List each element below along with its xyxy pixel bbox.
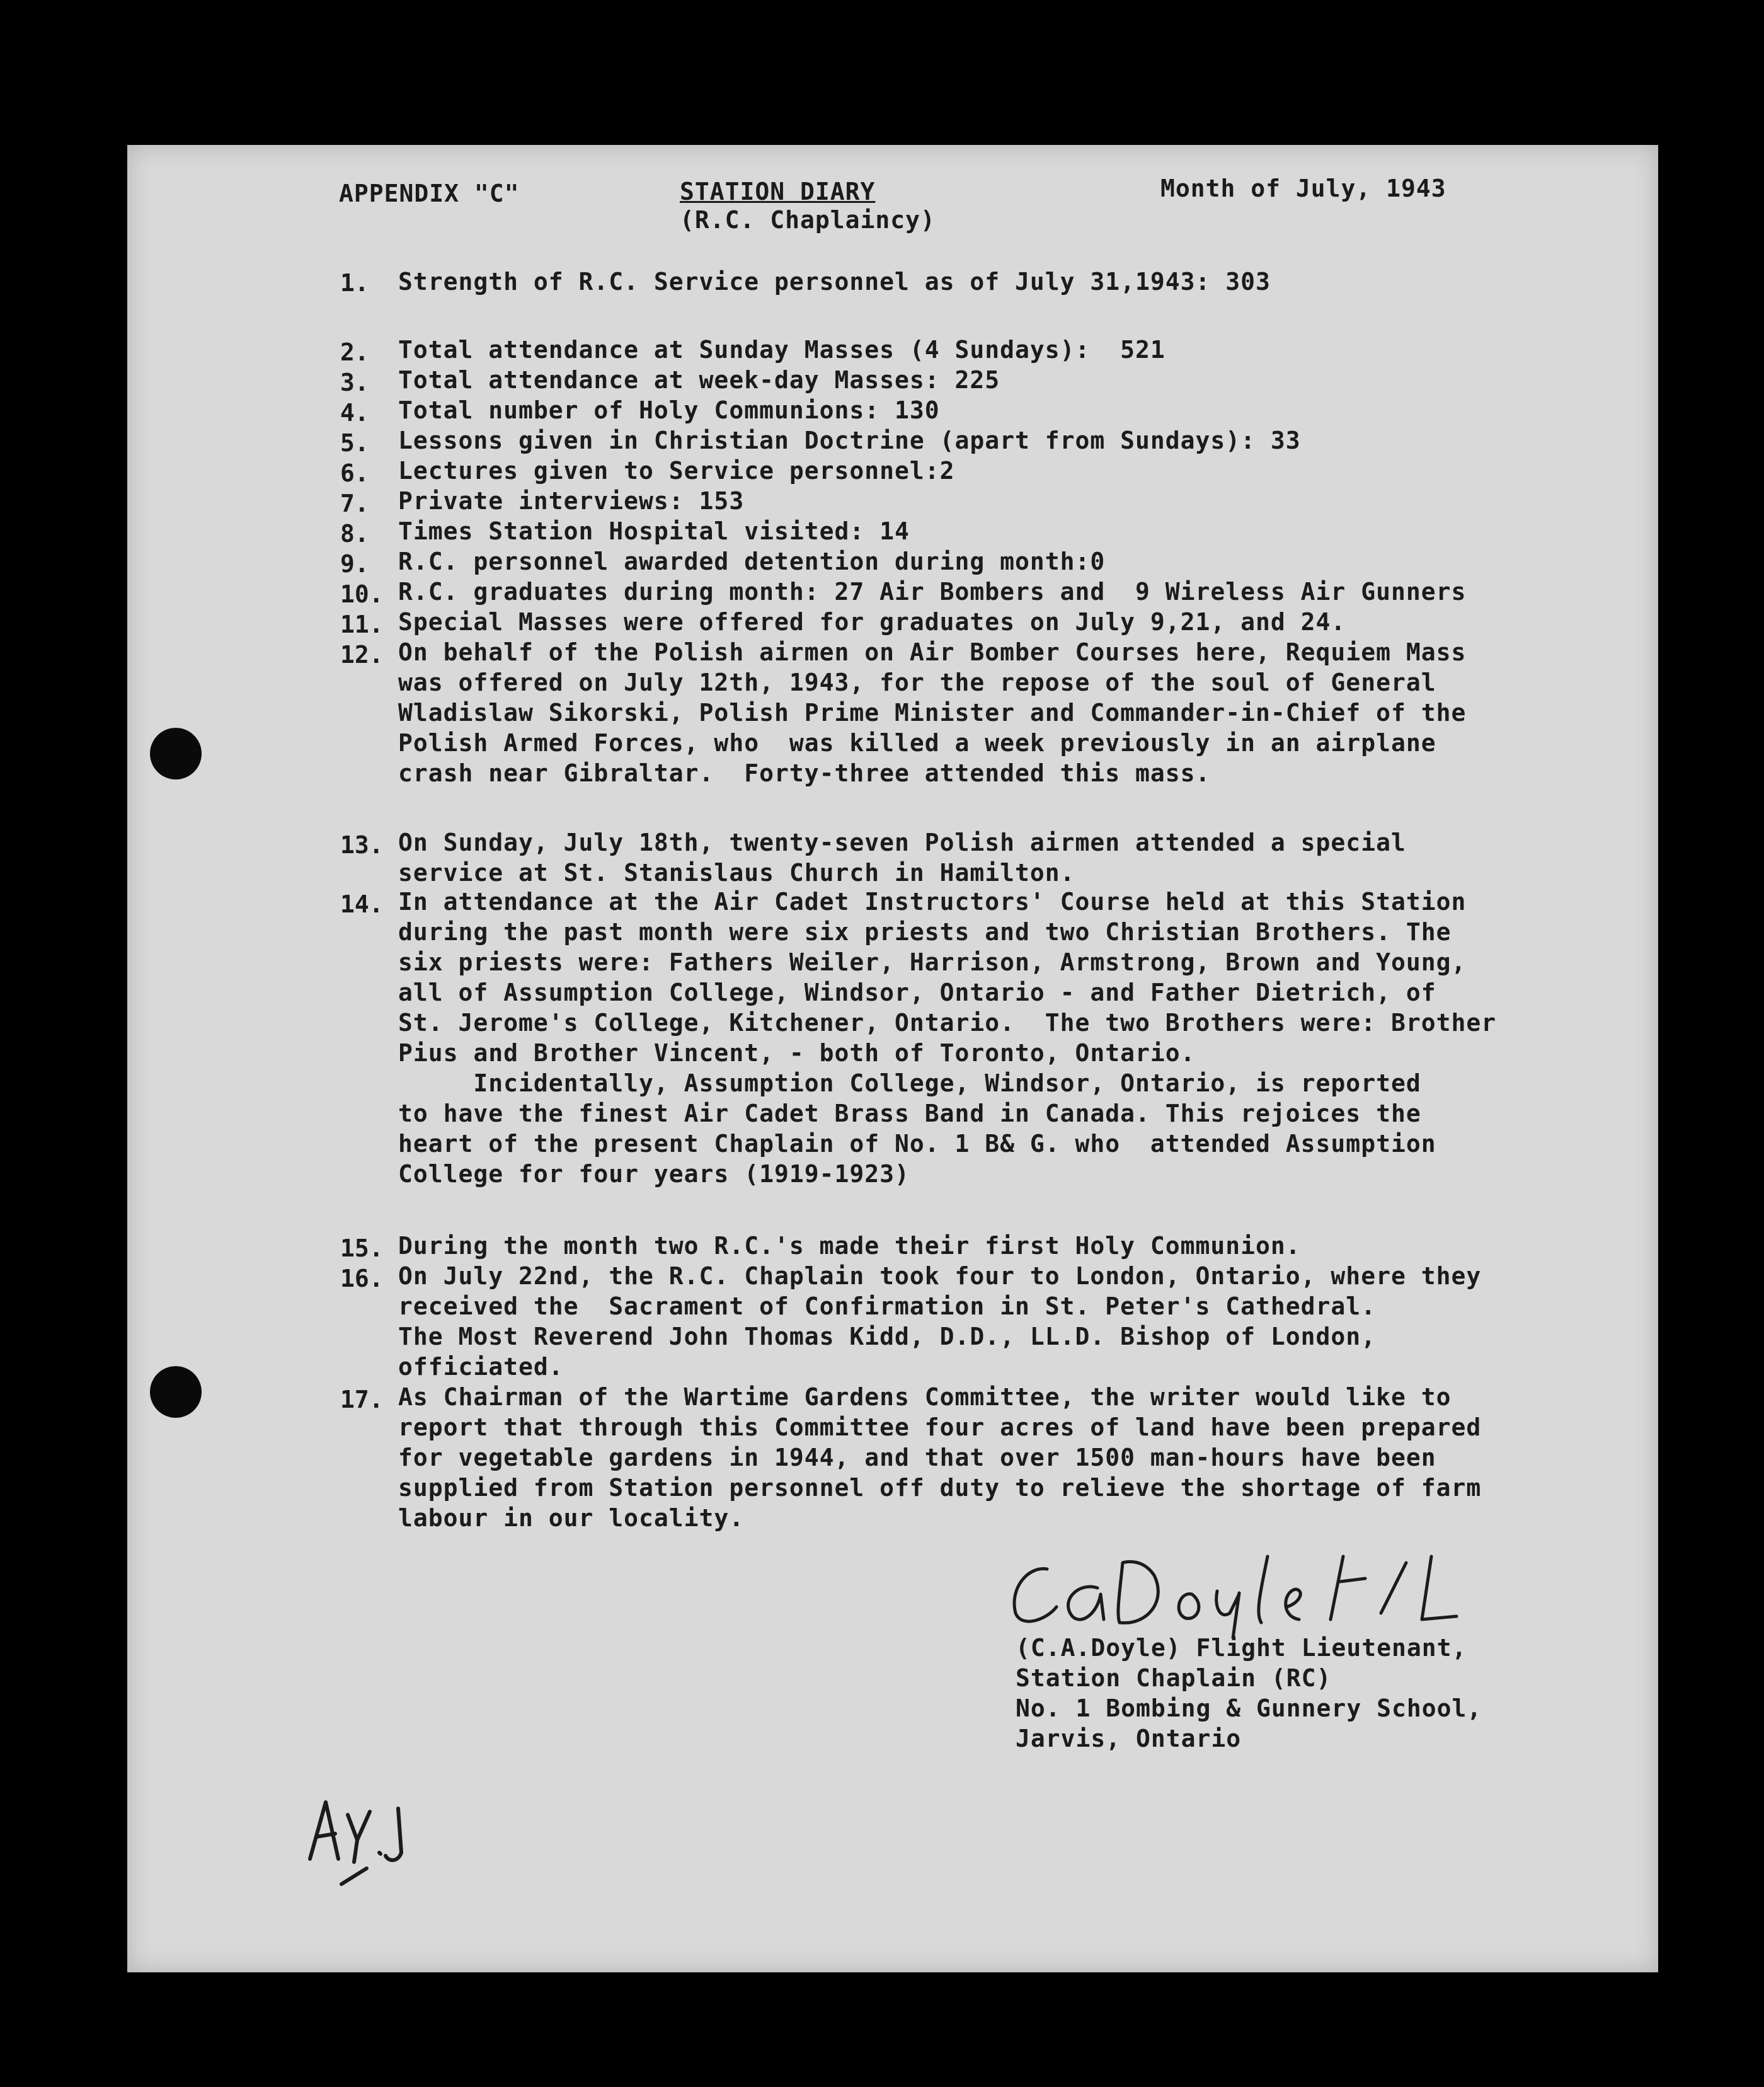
- item-number: 3.: [340, 369, 369, 396]
- item-number: 8.: [340, 520, 369, 548]
- handwritten-signature: [1003, 1544, 1482, 1638]
- item-line: officiated.: [398, 1353, 564, 1381]
- item-line: Polish Armed Forces, who was killed a week previously in an airplane: [398, 729, 1436, 757]
- item-line: Private interviews: 153: [398, 487, 745, 515]
- item-number: 14.: [340, 890, 384, 918]
- month-label: Month of July, 1943: [1160, 175, 1446, 202]
- item-number: 11.: [340, 611, 384, 638]
- item-line: service at St. Stanislaus Church in Hamilton.: [398, 859, 1075, 887]
- item-line: In attendance at the Air Cadet Instructors' Course held at this Station: [398, 888, 1467, 916]
- item-number: 7.: [340, 490, 369, 517]
- item-number: 12.: [340, 641, 384, 669]
- item-line: six priests were: Fathers Weiler, Harrison, Armstrong, Brown and Young,: [398, 948, 1467, 976]
- item-line: During the month two R.C.'s made their first Holy Communion.: [398, 1232, 1301, 1260]
- item-number: 9.: [340, 550, 369, 578]
- item-line: On July 22nd, the R.C. Chaplain took four to London, Ontario, where they: [398, 1262, 1482, 1290]
- item-line: Pius and Brother Vincent, - both of Toronto, Ontario.: [398, 1039, 1196, 1067]
- signature-line: (C.A.Doyle) Flight Lieutenant,: [1016, 1634, 1467, 1662]
- item-line: received the Sacrament of Confirmation in St. Peter's Cathedral.: [398, 1292, 1377, 1320]
- item-line: Times Station Hospital visited: 14: [398, 517, 910, 545]
- item-number: 6.: [340, 459, 369, 487]
- item-line: On behalf of the Polish airmen on Air Bomber Courses here, Requiem Mass: [398, 638, 1467, 666]
- item-number: 13.: [340, 831, 384, 859]
- item-number: 5.: [340, 429, 369, 457]
- item-line: Total number of Holy Communions: 130: [398, 396, 940, 424]
- item-line: As Chairman of the Wartime Gardens Committee, the writer would like to: [398, 1383, 1452, 1411]
- item-line: Wladislaw Sikorski, Polish Prime Minister and Commander-in-Chief of the: [398, 699, 1467, 727]
- item-line: Incidentally, Assumption College, Windsor, Ontario, is reported: [398, 1069, 1421, 1097]
- item-line: Special Masses were offered for graduates on July 9,21, and 24.: [398, 608, 1346, 636]
- page-title: STATION DIARY: [680, 178, 876, 205]
- signature-line: Station Chaplain (RC): [1016, 1664, 1332, 1692]
- item-line: Lessons given in Christian Doctrine (apart from Sundays): 33: [398, 427, 1301, 454]
- item-line: Total attendance at Sunday Masses (4 Sundays): 521: [398, 336, 1166, 364]
- item-line: Total attendance at week-day Masses: 225: [398, 366, 1000, 394]
- item-number: 15.: [340, 1234, 384, 1262]
- item-line: Lectures given to Service personnel:2: [398, 457, 955, 485]
- item-number: 17.: [340, 1386, 384, 1413]
- punch-hole: [150, 728, 202, 779]
- item-number: 10.: [340, 580, 384, 608]
- item-line: College for four years (1919-1923): [398, 1160, 910, 1188]
- signature-line: No. 1 Bombing & Gunnery School,: [1016, 1694, 1482, 1722]
- item-line: R.C. graduates during month: 27 Air Bombers and 9 Wireless Air Gunners: [398, 578, 1467, 606]
- item-line: The Most Reverend John Thomas Kidd, D.D., LL.D. Bishop of London,: [398, 1323, 1377, 1350]
- punch-hole: [150, 1366, 202, 1418]
- handwritten-initials: [297, 1783, 417, 1890]
- item-line: On Sunday, July 18th, twenty-seven Polish airmen attended a special: [398, 829, 1406, 856]
- item-line: during the past month were six priests and two Christian Brothers. The: [398, 918, 1452, 946]
- item-line: was offered on July 12th, 1943, for the repose of the soul of General: [398, 669, 1436, 696]
- item-number: 4.: [340, 399, 369, 427]
- item-line: Strength of R.C. Service personnel as of July 31,1943: 303: [398, 268, 1271, 296]
- item-number: 2.: [340, 338, 369, 366]
- item-number: 1.: [340, 269, 369, 297]
- item-line: to have the finest Air Cadet Brass Band in Canada. This rejoices the: [398, 1100, 1421, 1127]
- item-line: for vegetable gardens in 1944, and that over 1500 man-hours have been: [398, 1444, 1436, 1471]
- item-line: all of Assumption College, Windsor, Ontario - and Father Dietrich, of: [398, 979, 1436, 1006]
- item-line: supplied from Station personnel off duty to relieve the shortage of farm: [398, 1474, 1482, 1502]
- item-line: labour in our locality.: [398, 1504, 745, 1532]
- appendix-label: APPENDIX "C": [339, 180, 520, 207]
- document-page: [127, 145, 1658, 1972]
- item-line: crash near Gibraltar. Forty-three attended this mass.: [398, 759, 1211, 787]
- item-number: 16.: [340, 1265, 384, 1292]
- item-line: St. Jerome's College, Kitchener, Ontario. The two Brothers were: Brother: [398, 1009, 1497, 1037]
- item-line: report that through this Committee four acres of land have been prepared: [398, 1413, 1482, 1441]
- page-subtitle: (R.C. Chaplaincy): [680, 206, 936, 234]
- signature-line: Jarvis, Ontario: [1016, 1725, 1242, 1752]
- item-line: R.C. personnel awarded detention during month:0: [398, 548, 1106, 575]
- item-line: heart of the present Chaplain of No. 1 B& G. who attended Assumption: [398, 1130, 1436, 1158]
